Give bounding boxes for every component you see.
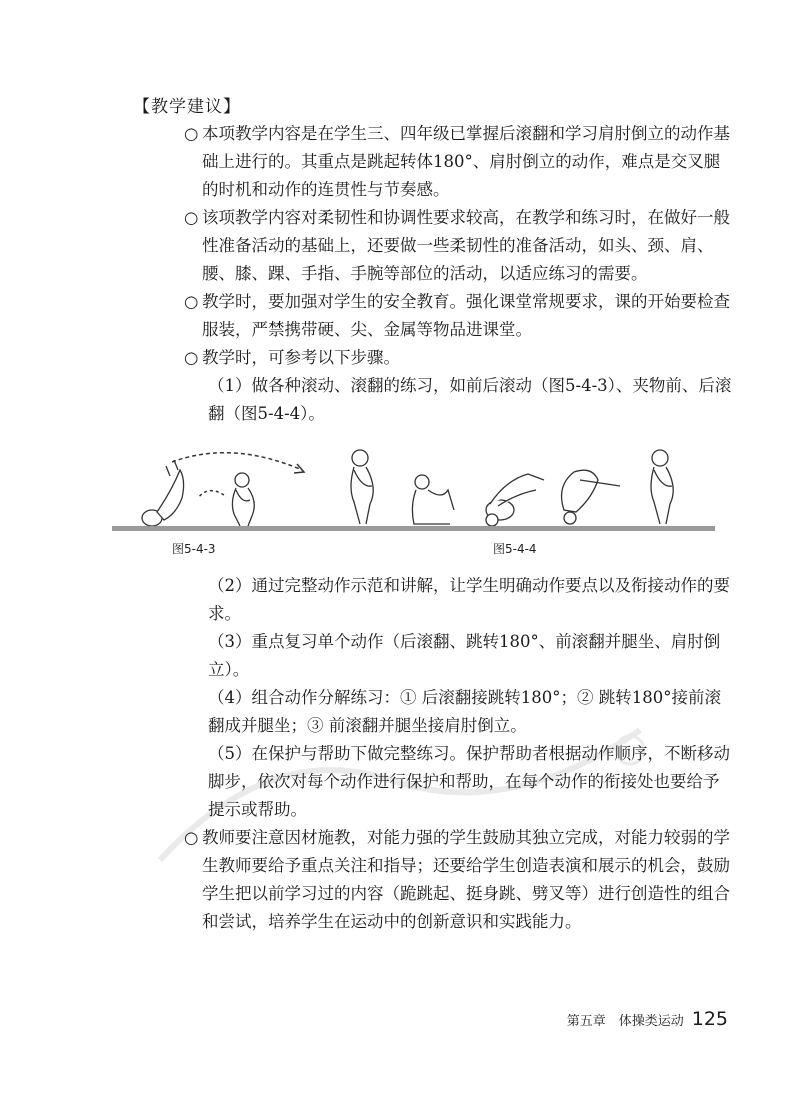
circle-bullet-icon: ○ bbox=[184, 124, 199, 143]
page-number: 125 bbox=[691, 1008, 728, 1030]
circle-bullet-icon: ○ bbox=[184, 828, 199, 847]
squatting-figure bbox=[232, 473, 254, 526]
watermark-logo bbox=[150, 720, 650, 880]
rolling-figure bbox=[142, 460, 184, 526]
circle-bullet-icon: ○ bbox=[184, 208, 199, 227]
suggestion-item: ○ 教学时，可参考以下步骤。 bbox=[184, 344, 732, 372]
roll-figure-1 bbox=[486, 474, 544, 526]
motion-arc-small bbox=[198, 491, 224, 498]
section-heading: 【教学建议】 bbox=[133, 97, 241, 117]
chapter-label: 第五章 体操类运动 bbox=[566, 1014, 684, 1029]
suggestion-item: ○ 教师要注意因材施教，对能力强的学生鼓励其独立完成，对能力较弱的学生教师要给予重点关注和指导；还要给学生创造表演和展示的机会，鼓励学生把以前学习过的内容（跪跳起、挺身跳、劈叉等）进行创造性的组合和尝试，培养学生在运动中的创新意识和实践能力。 bbox=[184, 824, 732, 936]
arrow-head-icon bbox=[294, 464, 304, 473]
step-item: （1）做各种滚动、滚翻的练习，如前后滚动（图5-4-3）、夹物前、后滚翻（图5-4-4）。 bbox=[208, 376, 732, 423]
suggestion-item: ○ 该项教学内容对柔韧性和协调性要求较高，在教学和练习时，在做好一般性准备活动的基础上，还要做一些柔韧性的准备活动，如头、颈、肩、腰、膝、踝、手指、手腕等部位的活动，以适应练习的需要。 bbox=[184, 204, 732, 288]
page-footer bbox=[567, 1008, 728, 1030]
figure-caption-5-4-4: 图5-4-4 bbox=[493, 542, 537, 556]
suggestion-item: ○ 本项教学内容是在学生三、四年级已掌握后滚翻和学习肩肘倒立的动作基础上进行的。其重点是跳起转体180°、肩肘倒立的动作，难点是交叉腿的时机和动作的连贯性与节奏感。 bbox=[184, 120, 732, 204]
step-item: （2）通过完整动作示范和讲解，让学生明确动作要点以及衔接动作的要求。 bbox=[208, 576, 730, 623]
suggestion-list-top bbox=[184, 120, 732, 428]
motion-arc bbox=[172, 453, 302, 470]
circle-bullet-icon: ○ bbox=[184, 292, 199, 311]
figure-caption-5-4-3: 图5-4-3 bbox=[172, 542, 216, 556]
step-item: （5）在保护与帮助下做完整练习。保护帮助者根据动作顺序，不断移动脚步，依次对每个动作进行保护和帮助，在每个动作的衔接处也要给予提示或帮助。 bbox=[208, 744, 730, 819]
suggestion-item: ○ 教学时，要加强对学生的安全教育。强化课堂常规要求，课的开始要检查服装，严禁携带硬、尖、金属等物品进课堂。 bbox=[184, 288, 732, 344]
floor-mat bbox=[330, 526, 715, 531]
figure-5-4-4 bbox=[330, 440, 715, 535]
squat-figure bbox=[351, 450, 373, 524]
step-item: （3）重点复习单个动作（后滚翻、跳转180°、前滚翻并腿坐、肩肘倒立）。 bbox=[208, 632, 721, 679]
floor-mat bbox=[112, 526, 332, 531]
sitting-figure bbox=[412, 475, 454, 524]
squat-figure-end bbox=[651, 450, 673, 524]
step-item: （4）组合动作分解练习：① 后滚翻接跳转180°；② 跳转180°接前滚翻成并腿坐；③ 前滚翻并腿坐接肩肘倒立。 bbox=[208, 688, 721, 735]
roll-figure-2 bbox=[562, 470, 620, 524]
figure-5-4-3 bbox=[112, 440, 332, 535]
circle-bullet-icon: ○ bbox=[184, 348, 199, 367]
